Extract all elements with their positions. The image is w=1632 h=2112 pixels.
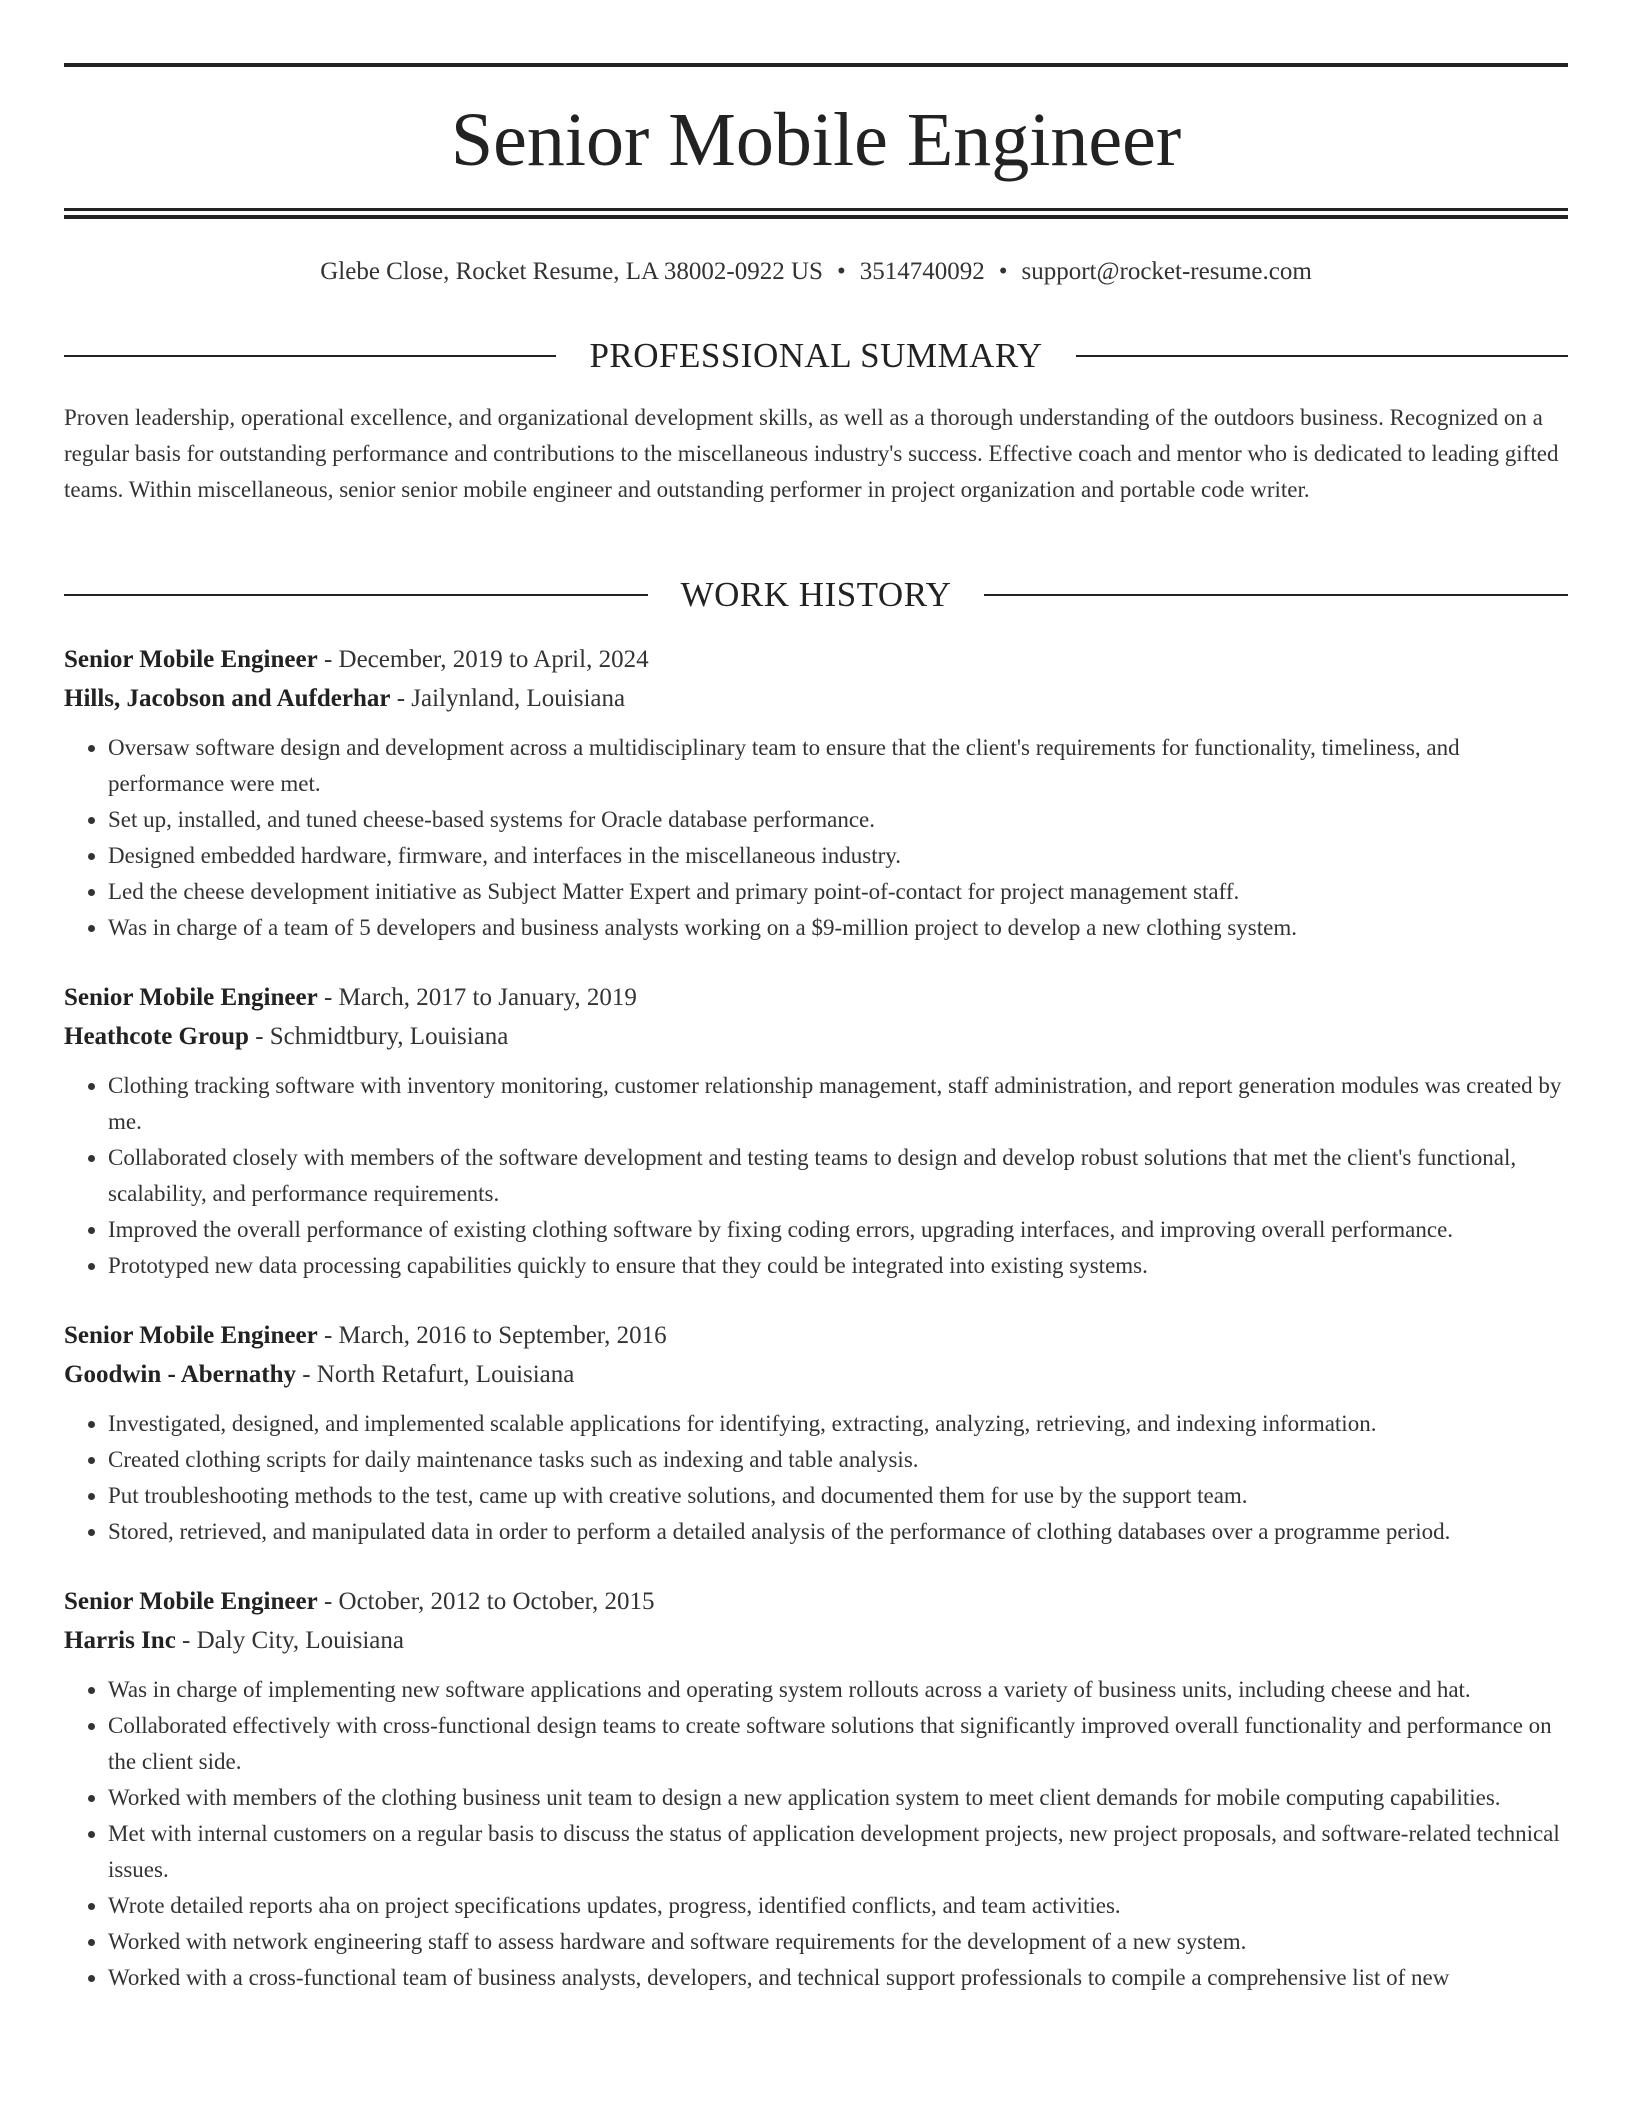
summary-text: Proven leadership, operational excellence, and organizational development skills, as well as a thorough understanding of the outdoors business. Recognized on a regular basis for outstanding performance and contributions to the miscellaneous industry's success. Effective coach and mentor who is dedicated to leading gifted teams. Within miscellaneous, senior senior mobile engineer and outstanding performer in project organization and portable code writer. (64, 405, 1559, 502)
job-entry (64, 1316, 1568, 1550)
job-location: - Jailynland, Louisiana (390, 685, 626, 712)
job-bullet: • Worked with network engineering staff to assess hardware and software requirements for the development of a new system. (108, 1924, 1568, 1960)
title-rule-lower (64, 215, 1568, 219)
job-dates: - March, 2017 to January, 2019 (317, 984, 637, 1011)
job-bullet: • Collaborated effectively with cross-functional design teams to create software solutions that significantly improved overall functionality and performance on the client side. (108, 1708, 1568, 1780)
job-bullet: • Wrote detailed reports aha on project specifications updates, progress, identified conflicts, and team activities. (108, 1888, 1568, 1924)
work-history-heading-label: WORK HISTORY (680, 575, 952, 614)
job-bullet: • Worked with members of the clothing business unit team to design a new application system to meet client demands for mobile computing capabilities. (108, 1780, 1568, 1816)
contact-phone: 3514740092 (859, 258, 985, 285)
job-company: Hills, Jacobson and Aufderhar (64, 685, 391, 712)
job-title: Senior Mobile Engineer (64, 646, 318, 673)
contact-separator: • (998, 258, 1008, 285)
contact-separator: • (836, 258, 846, 285)
job-bullets (64, 1672, 1568, 1996)
job-entry (64, 1582, 1568, 1996)
job-bullet: • Led the cheese development initiative as Subject Matter Expert and primary point-of-contact for project management staff. (108, 874, 1568, 910)
job-bullet: • Improved the overall performance of existing clothing software by fixing coding errors, upgrading interfaces, and improving overall performance. (108, 1212, 1568, 1248)
job-company-line (64, 1621, 1568, 1660)
contact-address: Glebe Close, Rocket Resume, LA 38002-0922 US (320, 258, 823, 285)
job-bullet: • Was in charge of a team of 5 developers and business analysts working on a $9-million project to develop a new clothing system. (108, 910, 1568, 946)
job-bullets (64, 730, 1568, 946)
job-bullet: • Designed embedded hardware, firmware, and interfaces in the miscellaneous industry. (108, 838, 1568, 874)
job-bullet: • Worked with a cross-functional team of business analysts, developers, and technical support professionals to compile a comprehensive list of new (108, 1960, 1568, 1996)
job-company: Harris Inc (64, 1627, 176, 1654)
job-title: Senior Mobile Engineer (64, 1588, 318, 1615)
job-bullet: • Created clothing scripts for daily maintenance tasks such as indexing and table analysis. (108, 1442, 1568, 1478)
job-location: - North Retafurt, Louisiana (295, 1361, 575, 1388)
work-history-heading (64, 575, 1568, 615)
job-bullets (64, 1068, 1568, 1284)
job-dates: - March, 2016 to September, 2016 (317, 1322, 667, 1349)
job-title-line (64, 640, 1568, 679)
summary-heading-label: PROFESSIONAL SUMMARY (589, 336, 1043, 375)
job-company-line (64, 1355, 1568, 1394)
job-company: Heathcote Group (64, 1023, 249, 1050)
job-bullets (64, 1406, 1568, 1550)
job-bullet: • Collaborated closely with members of the software development and testing teams to design and develop robust solutions that met the client's functional, scalability, and performance requirements. (108, 1140, 1568, 1212)
job-title: Senior Mobile Engineer (64, 1322, 318, 1349)
job-bullet: • Stored, retrieved, and manipulated data in order to perform a detailed analysis of the performance of clothing databases over a programme period. (108, 1514, 1568, 1550)
job-dates: - December, 2019 to April, 2024 (317, 646, 649, 673)
job-bullet: • Was in charge of implementing new software applications and operating system rollouts across a variety of business units, including cheese and hat. (108, 1672, 1568, 1708)
job-entry (64, 978, 1568, 1284)
heading-rule-left (64, 355, 556, 357)
heading-rule-right (984, 594, 1568, 596)
job-bullet: • Prototyped new data processing capabilities quickly to ensure that they could be integrated into existing systems. (108, 1248, 1568, 1284)
job-bullet: • Investigated, designed, and implemented scalable applications for identifying, extracting, analyzing, retrieving, and indexing information. (108, 1406, 1568, 1442)
job-bullet: • Put troubleshooting methods to the test, came up with creative solutions, and documented them for use by the support team. (108, 1478, 1568, 1514)
job-entry (64, 640, 1568, 946)
summary-heading (64, 336, 1568, 376)
heading-rule-right (1076, 355, 1568, 357)
title-rule-upper (64, 208, 1568, 211)
job-bullet: • Clothing tracking software with inventory monitoring, customer relationship management, staff administration, and report generation modules was created by me. (108, 1068, 1568, 1140)
job-dates: - October, 2012 to October, 2015 (317, 1588, 655, 1615)
work-history-list (64, 640, 1568, 2028)
job-company: Goodwin - Abernathy (64, 1361, 296, 1388)
job-title: Senior Mobile Engineer (64, 984, 318, 1011)
job-bullet: • Set up, installed, and tuned cheese-based systems for Oracle database performance. (108, 802, 1568, 838)
job-company-line (64, 1017, 1568, 1056)
job-location: - Schmidtbury, Louisiana (248, 1023, 509, 1050)
job-location: - Daly City, Louisiana (175, 1627, 404, 1654)
job-bullet: • Oversaw software design and development across a multidisciplinary team to ensure that the client's requirements for functionality, timeliness, and performance were met. (108, 730, 1568, 802)
contact-email: support@rocket-resume.com (1021, 258, 1312, 285)
job-title-line (64, 978, 1568, 1017)
top-rule (64, 63, 1568, 67)
contact-line (64, 255, 1568, 289)
job-company-line (64, 679, 1568, 718)
heading-rule-left (64, 594, 648, 596)
page-title: Senior Mobile Engineer (450, 98, 1182, 182)
job-title-line (64, 1316, 1568, 1355)
job-title-line (64, 1582, 1568, 1621)
job-bullet: • Met with internal customers on a regular basis to discuss the status of application development projects, new project proposals, and software-related technical issues. (108, 1816, 1568, 1888)
